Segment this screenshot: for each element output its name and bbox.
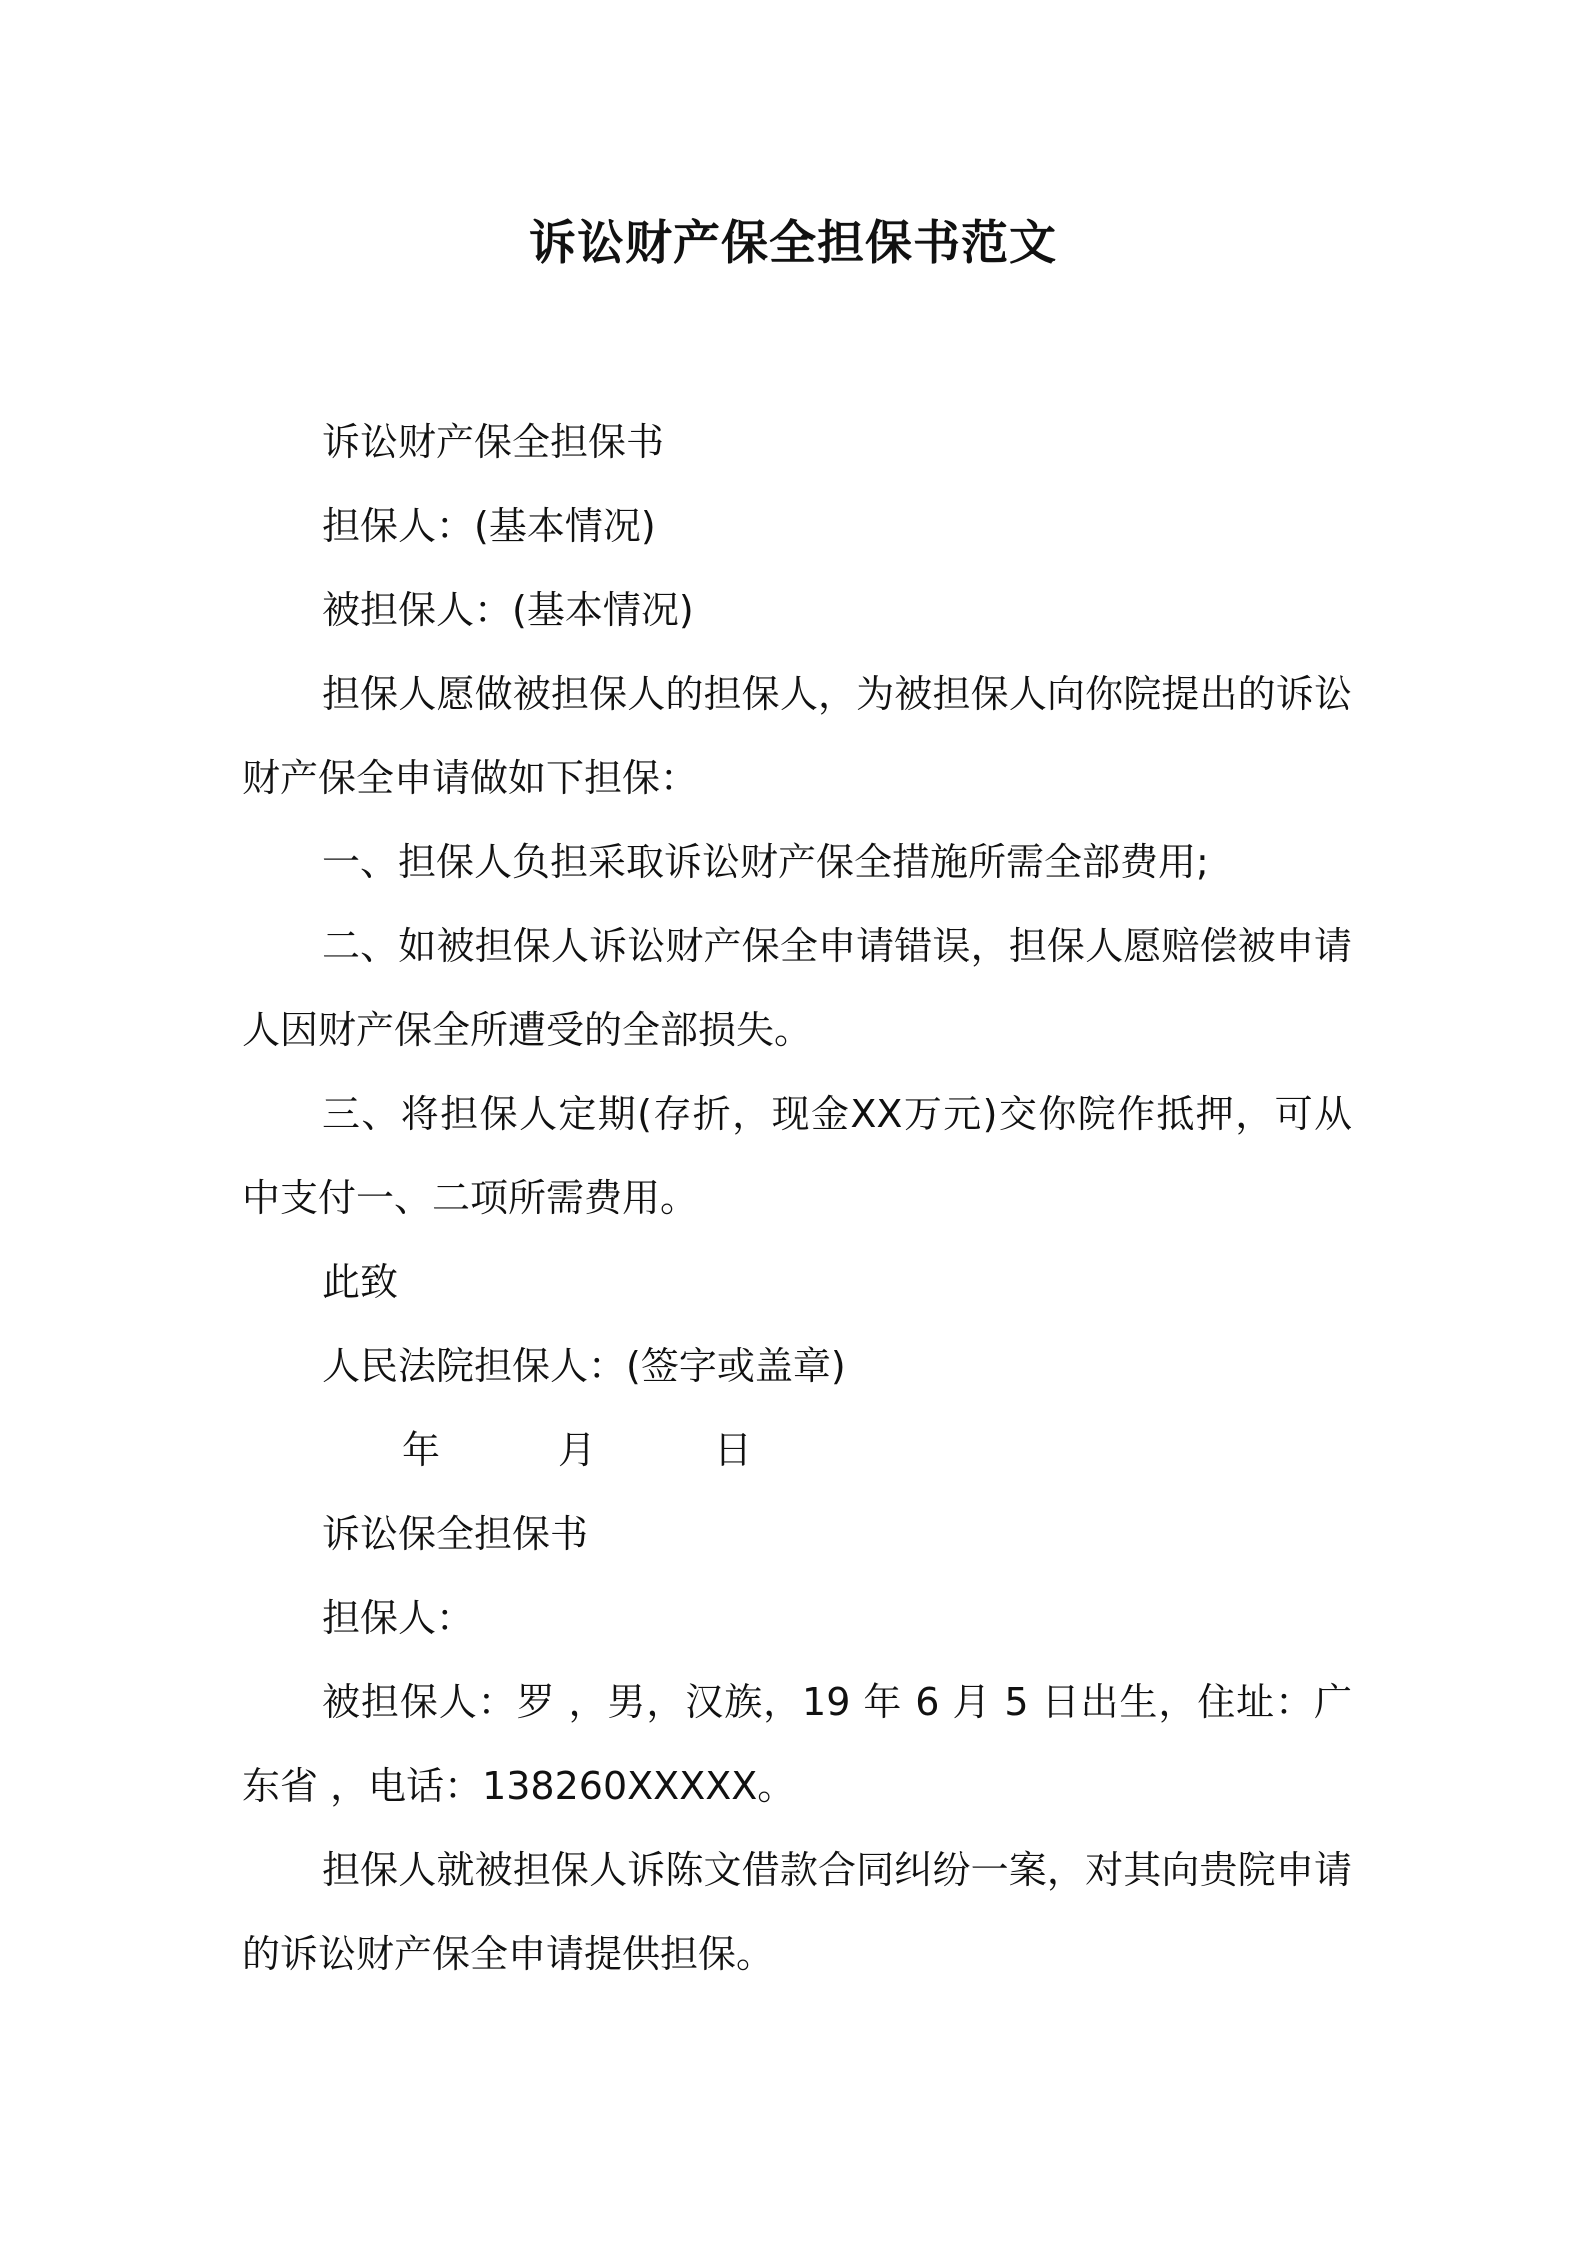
paragraph-item-2: 二、如被担保人诉讼财产保全申请错误，担保人愿赔偿被申请人因财产保全所遭受的全部损失。 <box>242 924 1352 1052</box>
paragraph-item-3: 三、将担保人定期(存折，现金XX万元)交你院作抵押，可从中支付一、二项所需费用。 <box>242 1092 1352 1220</box>
paragraph-item-1: 一、担保人负担采取诉讼财产保全措施所需全部费用; <box>322 840 1209 884</box>
paragraph-statement-2: 担保人就被担保人诉陈文借款合同纠纷一案，对其向贵院申请的诉讼财产保全申请提供担保。 <box>242 1848 1352 1976</box>
date-month: 月 <box>558 1428 597 1472</box>
paragraph-signature: 人民法院担保人：(签字或盖章) <box>322 1344 846 1388</box>
paragraph-salutation: 此致 <box>322 1260 399 1304</box>
paragraph-heading: 诉讼财产保全担保书 <box>322 420 665 464</box>
date-line <box>242 1408 1352 1492</box>
paragraph-intro: 担保人愿做被担保人的担保人，为被担保人向你院提出的诉讼财产保全申请做如下担保： <box>242 672 1352 800</box>
paragraph-guarantor-2: 担保人： <box>322 1596 475 1640</box>
date-day: 日 <box>714 1428 753 1472</box>
date-year: 年 <box>402 1428 441 1472</box>
document-body <box>242 400 1352 1996</box>
paragraph-guarantor: 担保人：(基本情况) <box>322 504 656 548</box>
document-title: 诉讼财产保全担保书范文 <box>529 216 1057 271</box>
paragraph-guaranteed-2: 被担保人：罗 ，男，汉族，19 年 6 月 5 日出生，住址：广东省 ，电话：138260XXXXX。 <box>242 1680 1352 1808</box>
paragraph-guaranteed: 被担保人：(基本情况) <box>322 588 694 632</box>
paragraph-heading-2: 诉讼保全担保书 <box>322 1512 589 1556</box>
